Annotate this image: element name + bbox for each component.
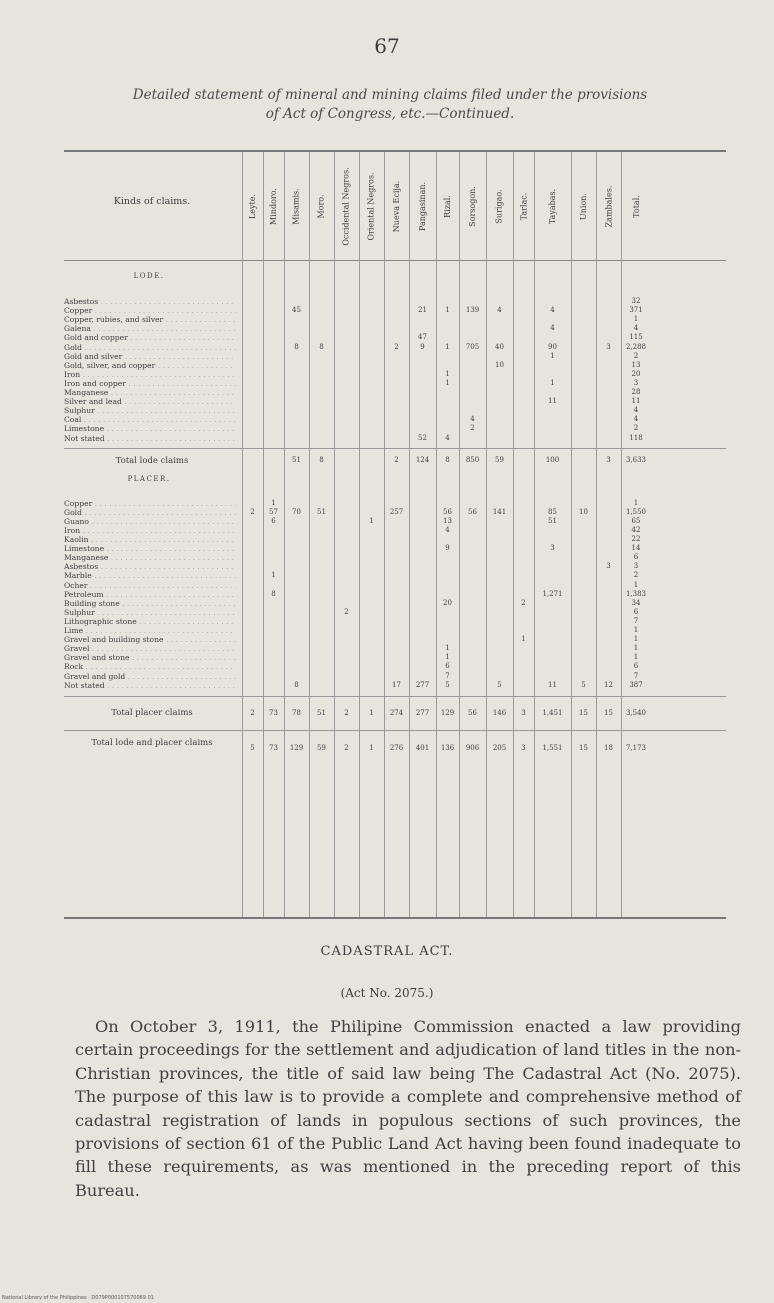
table-cell: 1 <box>445 369 450 378</box>
placer-total-cell: 1 <box>369 708 374 717</box>
column-divider <box>359 152 360 917</box>
grand-total-cell: 5 <box>250 743 255 752</box>
row-label: Lime . . . <box>64 626 236 635</box>
column-header <box>284 156 309 256</box>
table-cell: 13 <box>443 516 452 525</box>
lode-total-cell: 51 <box>292 455 301 464</box>
column-header <box>309 156 334 256</box>
table-cell: 52 <box>418 433 427 442</box>
table-cell: 1 <box>633 498 639 507</box>
row-label: Lithographic stone . . . <box>64 617 236 626</box>
table-cell: 2 <box>633 571 639 580</box>
column-divider <box>384 152 385 917</box>
column-divider <box>242 152 243 917</box>
column-header-label: Moro. <box>317 193 326 219</box>
table-cell: 7 <box>445 671 450 680</box>
table-cell: 4 <box>497 306 502 315</box>
table-cell: 20 <box>443 598 452 607</box>
row-label: Petroleum . . . <box>64 590 236 599</box>
column-divider <box>334 152 335 917</box>
table-cell: 2 <box>250 507 255 516</box>
grand-total-cell: 15 <box>579 743 588 752</box>
grand-total-cell: 1 <box>369 743 374 752</box>
placer-total-cell: 56 <box>468 708 477 717</box>
table-cell: 4 <box>470 415 475 424</box>
placer-total-cell: 2 <box>344 708 349 717</box>
placer-total-cell: 3 <box>521 708 526 717</box>
column-divider <box>486 152 487 917</box>
table-cell: 1 <box>550 351 555 360</box>
table-cell: 57 <box>269 507 278 516</box>
table-cell: 4 <box>445 433 450 442</box>
table-cell: 4 <box>633 415 639 424</box>
row-label: Coal . . . <box>64 415 236 424</box>
section-rule <box>64 730 726 731</box>
section-rule <box>64 448 726 449</box>
lode-total-cell: 124 <box>415 455 430 464</box>
column-header <box>384 156 409 256</box>
table-cell: 56 <box>443 507 452 516</box>
column-header-label: Leyte. <box>248 193 257 219</box>
table-cell: 1 <box>633 653 639 662</box>
grand-total-cell: 18 <box>604 743 613 752</box>
column-header <box>486 156 513 256</box>
column-header-label: Oriental Negros. <box>367 171 376 241</box>
row-label: Limestone . . . <box>64 544 236 553</box>
grand-total-label: Total lode and placer claims <box>91 737 213 748</box>
column-header-label: Mindoro. <box>269 187 279 225</box>
lode-total-label: Total lode claims <box>115 455 189 466</box>
lode-total-cell: 100 <box>545 455 560 464</box>
row-label: Gravel . . . <box>64 644 236 653</box>
placer-total-cell: 129 <box>440 708 455 717</box>
row-label: Limestone . . . <box>64 424 236 433</box>
table-cell: 3 <box>633 562 639 571</box>
grand-total-cell: 73 <box>269 743 278 752</box>
row-label: Rock . . . <box>64 662 236 671</box>
row-label: Sulphur . . . <box>64 406 236 415</box>
row-label: Gravel and stone . . . <box>64 653 236 662</box>
table-cell: 65 <box>631 516 641 525</box>
table-cell: 9 <box>445 544 450 553</box>
grand-total-cell: 3 <box>521 743 526 752</box>
row-label: Gold . . . <box>64 343 236 352</box>
table-cell: 12 <box>604 680 613 689</box>
table-cell: 387 <box>629 680 643 689</box>
table-cell: 2 <box>633 424 639 433</box>
column-header-label: Union. <box>579 192 588 220</box>
row-label: Not stated . . . <box>64 434 236 443</box>
column-header <box>409 156 436 256</box>
lode-section-header: LODE. <box>133 272 165 280</box>
lode-total-cell: 3,633 <box>625 455 647 464</box>
footer-credit: National Library of the Philippines · D079P000107570069 01 <box>2 1295 154 1301</box>
column-divider <box>284 152 285 917</box>
placer-total-cell: 78 <box>292 708 301 717</box>
column-header <box>621 156 651 256</box>
table-cell: 11 <box>548 680 557 689</box>
table-cell: 9 <box>420 342 425 351</box>
column-header <box>436 156 459 256</box>
table-cell: 51 <box>548 516 557 525</box>
table-cell: 141 <box>492 507 507 516</box>
table-cell: 1 <box>445 342 450 351</box>
row-label: Manganese . . . <box>64 553 236 562</box>
mining-claims-table <box>64 150 726 919</box>
table-cell: 7 <box>633 616 639 625</box>
table-cell: 90 <box>548 342 557 351</box>
placer-total-cell: 277 <box>415 708 430 717</box>
table-cell: 8 <box>294 680 299 689</box>
table-cell: 28 <box>631 388 641 396</box>
column-divider <box>534 152 535 917</box>
row-label: Asbestos . . . <box>64 562 236 571</box>
grand-total-cell: 59 <box>317 743 326 752</box>
column-header-label: Tayabas. <box>548 188 557 224</box>
grand-total-cell: 276 <box>389 743 404 752</box>
placer-total-cell: 15 <box>604 708 613 717</box>
table-cell: 11 <box>548 397 557 406</box>
row-label: Guano . . . <box>64 517 236 526</box>
table-cell: 3 <box>633 378 639 387</box>
table-cell: 2 <box>344 607 349 616</box>
row-label: Copper . . . <box>64 306 236 315</box>
table-cell: 11 <box>631 397 641 406</box>
row-label: Silver and lead . . . <box>64 397 236 406</box>
table-cell: 1 <box>445 644 450 653</box>
column-divider <box>596 152 597 917</box>
table-cell: 5 <box>581 680 586 689</box>
grand-total-cell: 129 <box>289 743 304 752</box>
table-title-line-2: of Act of Congress, etc.—Continued. <box>265 106 515 122</box>
placer-total-cell: 3,540 <box>625 708 647 717</box>
section-title: CADASTRAL ACT. <box>320 944 454 959</box>
row-label: Iron and copper . . . <box>64 379 236 388</box>
row-label: Manganese . . . <box>64 388 236 397</box>
table-cell: 45 <box>292 306 301 315</box>
row-label: Gravel and gold . . . <box>64 672 236 681</box>
table-cell: 20 <box>631 369 641 378</box>
table-cell: 85 <box>548 507 557 516</box>
column-header <box>459 156 486 256</box>
table-cell: 1 <box>445 378 450 387</box>
column-header-label: Misamis. <box>292 187 302 225</box>
table-title <box>40 86 740 124</box>
table-cell: 4 <box>550 324 555 333</box>
table-cell: 2 <box>394 342 399 351</box>
lode-total-cell: 850 <box>465 455 480 464</box>
column-header <box>596 156 621 256</box>
table-cell: 8 <box>294 342 299 351</box>
column-header <box>359 156 384 256</box>
table-cell: 1,383 <box>625 589 647 598</box>
table-cell: 70 <box>292 507 301 516</box>
lode-total-cell: 8 <box>445 455 450 464</box>
column-header-label: Occidental Negros. <box>342 166 352 246</box>
table-cell: 1 <box>633 626 639 634</box>
row-label: Building stone . . . <box>64 599 236 608</box>
table-cell: 17 <box>392 680 401 689</box>
placer-total-cell: 274 <box>389 708 404 717</box>
row-label: Gold . . . <box>64 508 236 517</box>
column-header <box>334 156 359 256</box>
table-cell: 115 <box>629 333 643 342</box>
column-divider <box>513 152 514 917</box>
table-cell: 1,550 <box>625 507 647 516</box>
lode-total-cell: 8 <box>319 455 324 464</box>
column-divider <box>263 152 264 917</box>
column-divider <box>571 152 572 917</box>
table-cell: 257 <box>389 507 404 516</box>
column-header-label: Zambales. <box>604 185 613 227</box>
table-cell: 22 <box>631 535 641 543</box>
column-divider <box>409 152 410 917</box>
table-cell: 51 <box>317 507 326 516</box>
table-cell: 4 <box>633 324 639 333</box>
table-cell: 56 <box>468 507 477 516</box>
table-cell: 6 <box>633 553 639 562</box>
table-cell: 8 <box>271 589 276 598</box>
column-header-label: Sorsogon. <box>468 185 477 227</box>
grand-total-cell: 7,173 <box>625 743 647 752</box>
table-cell: 2 <box>521 598 526 607</box>
table-cell: 3 <box>606 562 611 571</box>
column-header-label: Tarlac. <box>519 192 529 220</box>
column-header <box>242 156 263 256</box>
table-cell: 1 <box>550 378 555 387</box>
table-cell: 21 <box>418 306 427 315</box>
placer-total-cell: 51 <box>317 708 326 717</box>
table-cell: 118 <box>629 433 643 442</box>
row-label: Not stated . . . <box>64 681 236 690</box>
header-rule <box>64 260 726 261</box>
row-label: Marble . . . <box>64 571 236 580</box>
table-cell: 1 <box>633 315 639 324</box>
table-cell: 42 <box>631 525 641 534</box>
table-cell: 40 <box>495 342 504 351</box>
column-divider <box>459 152 460 917</box>
placer-total-cell: 73 <box>269 708 278 717</box>
row-label: Galena . . . <box>64 324 236 333</box>
row-label: Copper . . . <box>64 499 236 508</box>
grand-total-cell: 2 <box>344 743 349 752</box>
placer-total-cell: 1,451 <box>542 708 563 717</box>
table-cell: 8 <box>319 342 324 351</box>
table-cell: 4 <box>633 406 639 415</box>
grand-total-cell: 1,551 <box>542 743 563 752</box>
table-cell: 47 <box>418 333 427 342</box>
table-cell: 4 <box>550 306 555 315</box>
column-header <box>571 156 596 256</box>
kinds-of-claims-header: Kinds of claims. <box>113 196 191 207</box>
table-cell: 1 <box>271 571 276 580</box>
lode-total-cell: 59 <box>495 455 504 464</box>
column-header-label: Rizal. <box>442 194 452 218</box>
table-cell: 6 <box>633 607 639 616</box>
placer-total-label: Total placer claims <box>111 707 193 718</box>
table-cell: 10 <box>495 360 504 369</box>
table-cell: 10 <box>579 507 588 516</box>
table-cell: 5 <box>445 680 450 689</box>
table-cell: 2,288 <box>625 342 647 351</box>
column-header-label: Surigao. <box>495 188 504 224</box>
grand-total-cell: 136 <box>440 743 455 752</box>
table-cell: 5 <box>497 680 502 689</box>
table-cell: 6 <box>445 662 450 671</box>
row-label: Copper, rubies, and silver . . . <box>64 315 236 324</box>
table-cell: 277 <box>415 680 430 689</box>
table-cell: 1 <box>633 644 639 653</box>
grand-total-cell: 205 <box>492 743 507 752</box>
table-title-line-1: Detailed statement of mineral and mining claims filed under the provisions <box>132 87 648 103</box>
placer-total-cell: 2 <box>250 708 255 717</box>
table-cell: 1,271 <box>542 589 563 598</box>
row-label: Ocher . . . <box>64 581 236 590</box>
placer-section-header: PLACER. <box>127 474 171 483</box>
table-cell: 13 <box>631 360 641 369</box>
table-cell: 139 <box>465 306 480 315</box>
lode-total-cell: 3 <box>606 455 611 464</box>
grand-total-cell: 401 <box>415 743 430 752</box>
row-label: Asbestos . . . <box>64 297 236 306</box>
column-header-label: Nueva Ecija. <box>392 180 402 232</box>
page-number: 67 <box>374 34 400 58</box>
row-label: Kaolin . . . <box>64 535 236 544</box>
table-cell: 3 <box>606 342 611 351</box>
placer-total-cell: 15 <box>579 708 588 717</box>
row-label: Iron . . . <box>64 526 236 535</box>
lode-total-cell: 2 <box>394 455 399 464</box>
table-cell: 1 <box>271 498 276 507</box>
column-header-label: Pangasinan. <box>418 181 427 231</box>
column-header-label: Total. <box>631 194 641 218</box>
table-cell: 2 <box>633 351 639 360</box>
table-cell: 4 <box>445 525 450 534</box>
row-label: Gravel and building stone . . . <box>64 635 236 644</box>
table-cell: 3 <box>550 544 555 553</box>
table-cell: 1 <box>633 580 639 589</box>
column-header <box>263 156 284 256</box>
table-cell: 1 <box>369 516 374 525</box>
row-label: Gold and silver . . . <box>64 352 236 361</box>
table-cell: 32 <box>631 297 641 305</box>
table-cell: 1 <box>521 635 526 644</box>
section-subtitle: (Act No. 2075.) <box>340 986 434 1000</box>
table-cell: 1 <box>445 653 450 662</box>
table-cell: 1 <box>445 306 450 315</box>
row-label: Gold, silver, and copper . . . <box>64 361 236 370</box>
table-cell: 7 <box>633 671 639 680</box>
row-label: Gold and copper . . . <box>64 333 236 342</box>
table-cell: 6 <box>633 662 639 671</box>
grand-total-cell: 906 <box>465 743 480 752</box>
table-cell: 371 <box>629 306 643 315</box>
body-paragraph: On October 3, 1911, the Philipine Commission enacted a law providing certain proceedings for the settlement and adjudication of land titles in the non-Christian provinces, the title of said law being The Cadastral Act (No. 2075). The purpose of this law is to provide a complete and comprehensive method of cadastral registration of lands in populous sections of such provinces, the provisions of section 61 of the Public Land Act having been found inadequate to fill these requirements, as was mentioned in the preceding report of this Bureau. <box>75 1017 741 1200</box>
table-cell: 705 <box>465 342 480 351</box>
table-cell: 2 <box>470 424 475 433</box>
section-rule <box>64 696 726 697</box>
table-cell: 1 <box>633 635 639 644</box>
row-label: Sulphur . . . <box>64 608 236 617</box>
column-header <box>513 156 534 256</box>
table-cell: 6 <box>271 516 276 525</box>
column-header <box>534 156 571 256</box>
table-cell: 34 <box>631 598 641 607</box>
placer-total-cell: 146 <box>492 708 507 717</box>
column-divider <box>309 152 310 917</box>
row-label: Iron . . . <box>64 370 236 379</box>
table-cell: 14 <box>631 544 641 553</box>
